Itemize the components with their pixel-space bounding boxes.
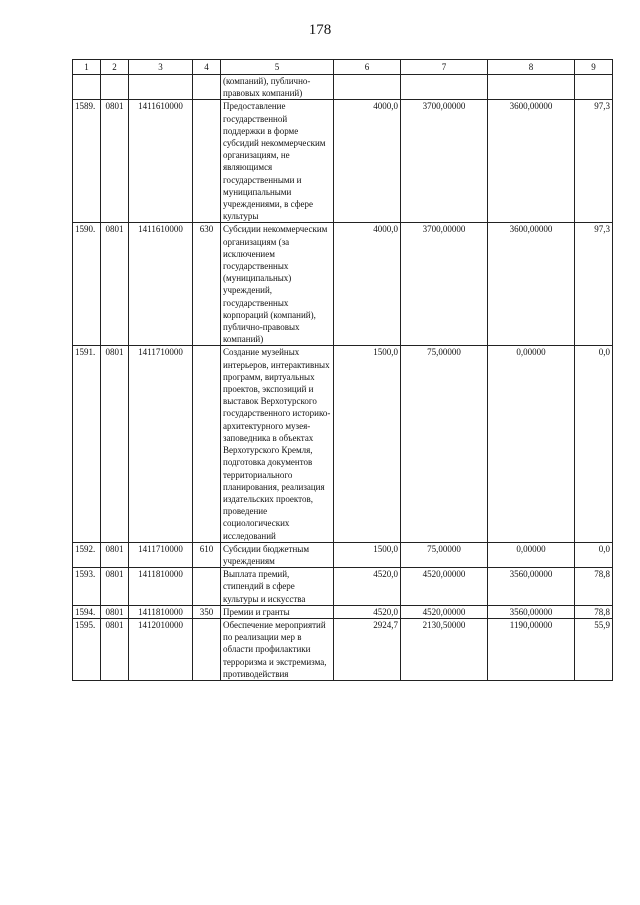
execution-percent: 0,0 <box>575 346 613 542</box>
plan-amount: 4000,0 <box>334 100 401 223</box>
section-code: 0801 <box>101 568 129 606</box>
row-number: 1592. <box>73 542 101 567</box>
expense-type-code: 350 <box>193 605 221 618</box>
column-header: 2 <box>101 60 129 75</box>
row-number: 1591. <box>73 346 101 542</box>
table-row <box>73 346 613 542</box>
column-header: 1 <box>73 60 101 75</box>
expense-type-code <box>193 346 221 542</box>
page-number: 178 <box>308 22 332 38</box>
item-name: (компаний), публично-правовых компаний) <box>221 75 334 100</box>
specified-amount: 4520,00000 <box>401 568 488 606</box>
executed-amount: 0,00000 <box>488 542 575 567</box>
specified-amount: 2130,50000 <box>401 618 488 680</box>
target-article-code: 1411610000 <box>129 100 193 223</box>
specified-amount: 3700,00000 <box>401 223 488 346</box>
section-code: 0801 <box>101 100 129 223</box>
row-number: 1595. <box>73 618 101 680</box>
plan-amount: 4520,0 <box>334 568 401 606</box>
executed-amount: 3600,00000 <box>488 100 575 223</box>
execution-percent: 55,9 <box>575 618 613 680</box>
target-article-code: 1411610000 <box>129 223 193 346</box>
execution-percent: 97,3 <box>575 100 613 223</box>
executed-amount: 0,00000 <box>488 346 575 542</box>
specified-amount <box>401 75 488 100</box>
specified-amount: 4520,00000 <box>401 605 488 618</box>
plan-amount <box>334 75 401 100</box>
table-row <box>73 605 613 618</box>
target-article-code: 1411810000 <box>129 568 193 606</box>
execution-percent: 97,3 <box>575 223 613 346</box>
header-row <box>73 60 613 75</box>
item-name: Субсидии бюджетным учреждениям <box>221 542 334 567</box>
plan-amount: 4520,0 <box>334 605 401 618</box>
plan-amount: 4000,0 <box>334 223 401 346</box>
target-article-code: 1411710000 <box>129 542 193 567</box>
table-row <box>73 542 613 567</box>
executed-amount <box>488 75 575 100</box>
section-code: 0801 <box>101 618 129 680</box>
budget-table <box>72 59 613 681</box>
column-header: 7 <box>401 60 488 75</box>
plan-amount: 1500,0 <box>334 346 401 542</box>
item-name: Предоставление государственной поддержки в форме субсидий некоммерческим организациям, не являющимся государственными и муниципальными учреждениями, в сфере культуры <box>221 100 334 223</box>
executed-amount: 3600,00000 <box>488 223 575 346</box>
specified-amount: 3700,00000 <box>401 100 488 223</box>
expense-type-code <box>193 568 221 606</box>
table-row <box>73 568 613 606</box>
expense-type-code <box>193 100 221 223</box>
target-article-code <box>129 75 193 100</box>
item-name: Создание музейных интерьеров, интерактивных программ, виртуальных проектов, экспозиций и выставок Верхотурского государственного историко-архитектурного музея-заповедника в объектах Верхотурского Кремля, подготовка документов территориального планирования, реализация издательских проектов, проведение социологических исследований <box>221 346 334 542</box>
section-code: 0801 <box>101 223 129 346</box>
section-code: 0801 <box>101 346 129 542</box>
expense-type-code: 630 <box>193 223 221 346</box>
plan-amount: 1500,0 <box>334 542 401 567</box>
row-number: 1593. <box>73 568 101 606</box>
table-row <box>73 223 613 346</box>
execution-percent: 0,0 <box>575 542 613 567</box>
table-row <box>73 618 613 680</box>
column-header: 4 <box>193 60 221 75</box>
execution-percent: 78,8 <box>575 568 613 606</box>
executed-amount: 3560,00000 <box>488 568 575 606</box>
column-header: 8 <box>488 60 575 75</box>
expense-type-code <box>193 75 221 100</box>
expense-type-code <box>193 618 221 680</box>
plan-amount: 2924,7 <box>334 618 401 680</box>
row-number <box>73 75 101 100</box>
expense-type-code: 610 <box>193 542 221 567</box>
executed-amount: 3560,00000 <box>488 605 575 618</box>
specified-amount: 75,00000 <box>401 542 488 567</box>
executed-amount: 1190,00000 <box>488 618 575 680</box>
item-name: Выплата премий, стипендий в сфере культуры и искусства <box>221 568 334 606</box>
column-header: 3 <box>129 60 193 75</box>
execution-percent <box>575 75 613 100</box>
item-name: Премии и гранты <box>221 605 334 618</box>
column-header: 5 <box>221 60 334 75</box>
section-code: 0801 <box>101 542 129 567</box>
table-row <box>73 75 613 100</box>
table-row <box>73 100 613 223</box>
section-code <box>101 75 129 100</box>
row-number: 1594. <box>73 605 101 618</box>
target-article-code: 1412010000 <box>129 618 193 680</box>
row-number: 1589. <box>73 100 101 223</box>
column-header: 9 <box>575 60 613 75</box>
execution-percent: 78,8 <box>575 605 613 618</box>
specified-amount: 75,00000 <box>401 346 488 542</box>
item-name: Субсидии некоммерческим организациям (за исключением государственных (муниципальных) учреждений, государственных корпораций (компаний), публично-правовых компаний) <box>221 223 334 346</box>
item-name: Обеспечение мероприятий по реализации мер в области профилактики терроризма и экстремизма, противодействия <box>221 618 334 680</box>
target-article-code: 1411710000 <box>129 346 193 542</box>
target-article-code: 1411810000 <box>129 605 193 618</box>
column-header: 6 <box>334 60 401 75</box>
section-code: 0801 <box>101 605 129 618</box>
row-number: 1590. <box>73 223 101 346</box>
